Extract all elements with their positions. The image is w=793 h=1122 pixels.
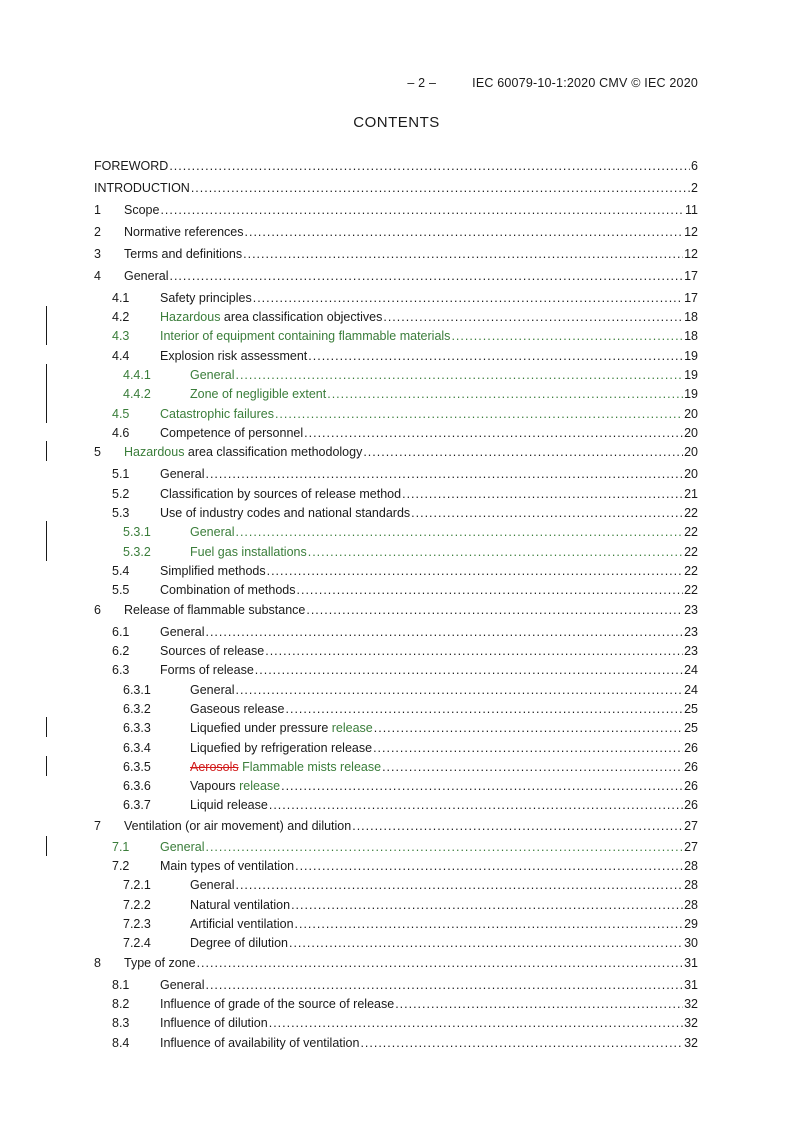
toc-entry-title: General xyxy=(190,683,235,697)
toc-entry-number: 7.2.4 xyxy=(123,936,151,950)
dot-leader xyxy=(395,996,683,1012)
toc-entry-title: General xyxy=(160,978,205,992)
dot-leader xyxy=(235,524,683,540)
toc-entry-page: 28 xyxy=(684,878,698,892)
toc-entry[interactable] xyxy=(94,662,698,678)
toc-entry-number: 4.4 xyxy=(112,349,130,363)
toc-entry-title: Use of industry codes and national standards xyxy=(160,506,411,520)
dot-leader xyxy=(245,224,684,240)
toc-entry-title xyxy=(190,759,381,775)
dot-leader xyxy=(327,386,683,402)
dot-leader xyxy=(402,486,683,502)
toc-entry-number: 6.3.2 xyxy=(123,702,151,716)
toc-entry-title: Explosion risk assessment xyxy=(160,349,308,363)
toc-entry-number: 6.2 xyxy=(112,644,130,658)
toc-entry[interactable] xyxy=(94,158,698,174)
toc-entry[interactable] xyxy=(94,246,698,262)
toc-entry-page: 23 xyxy=(684,625,698,639)
dot-leader xyxy=(275,406,683,422)
dot-leader xyxy=(205,977,683,993)
dot-leader xyxy=(160,202,684,218)
toc-entry[interactable] xyxy=(94,977,698,993)
dot-leader xyxy=(352,818,683,834)
dot-leader xyxy=(191,180,690,196)
toc-entry[interactable] xyxy=(94,877,698,893)
toc-entry-page: 20 xyxy=(684,407,698,421)
toc-entry-page: 20 xyxy=(684,445,698,459)
toc-entry[interactable] xyxy=(94,563,698,579)
dot-leader xyxy=(265,643,683,659)
toc-entry-page: 28 xyxy=(684,898,698,912)
toc-entry[interactable] xyxy=(94,444,698,460)
dot-leader xyxy=(308,348,683,364)
toc-entry[interactable] xyxy=(94,759,698,775)
toc-entry[interactable] xyxy=(94,524,698,540)
toc-entry-page: 25 xyxy=(684,721,698,735)
dot-leader xyxy=(269,1015,683,1031)
toc-entry-number: 7.1 xyxy=(112,840,130,854)
dot-leader xyxy=(295,858,683,874)
toc-entry-number: 4.4.1 xyxy=(123,368,151,382)
toc-entry-page: 29 xyxy=(684,917,698,931)
toc-entry[interactable] xyxy=(94,996,698,1012)
toc-entry-page: 31 xyxy=(684,978,698,992)
toc-entry-title: Simplified methods xyxy=(160,564,266,578)
toc-entry[interactable] xyxy=(94,367,698,383)
toc-entry-title: General xyxy=(190,878,235,892)
change-bar xyxy=(46,441,47,461)
toc-entry-page: 26 xyxy=(684,779,698,793)
toc-entry[interactable] xyxy=(94,897,698,913)
toc-entry-page: 22 xyxy=(684,583,698,597)
dot-leader xyxy=(297,582,684,598)
change-bar xyxy=(46,383,47,403)
dot-leader xyxy=(374,720,683,736)
toc-entry-title: Liquid release xyxy=(190,798,268,812)
toc-entry-title: Terms and definitions xyxy=(124,247,243,261)
change-bar xyxy=(46,836,47,856)
toc-entry-page: 17 xyxy=(684,269,698,283)
toc-entry[interactable] xyxy=(94,818,698,834)
dot-leader xyxy=(281,778,683,794)
toc-entry-title: Influence of grade of the source of release xyxy=(160,997,395,1011)
dot-leader xyxy=(382,759,683,775)
toc-entry-title: Zone of negligible extent xyxy=(190,387,327,401)
toc-entry-page: 26 xyxy=(684,760,698,774)
toc-entry[interactable] xyxy=(94,406,698,422)
dot-leader xyxy=(169,268,683,284)
change-bar xyxy=(46,364,47,384)
toc-entry-title: INTRODUCTION xyxy=(94,181,190,195)
toc-entry-page: 20 xyxy=(684,426,698,440)
toc-entry-number: 6.3.3 xyxy=(123,721,151,735)
toc-entry-number: 7 xyxy=(94,819,101,833)
dot-leader xyxy=(243,246,683,262)
toc-entry-number: 5.4 xyxy=(112,564,130,578)
toc-entry-page: 27 xyxy=(684,819,698,833)
toc-entry-title: Gaseous release xyxy=(190,702,285,716)
toc-entry-page: 22 xyxy=(684,545,698,559)
dot-leader xyxy=(197,955,684,971)
toc-entry-page: 21 xyxy=(684,487,698,501)
toc-entry[interactable] xyxy=(94,328,698,344)
toc-entry-page: 24 xyxy=(684,683,698,697)
toc-entry-page: 31 xyxy=(684,956,698,970)
toc-entry-number: 6.3.7 xyxy=(123,798,151,812)
toc-entry[interactable] xyxy=(94,180,698,196)
toc-entry-title: Influence of availability of ventilation xyxy=(160,1036,360,1050)
toc-entry[interactable] xyxy=(94,701,698,717)
toc-entry-title: Competence of personnel xyxy=(160,426,304,440)
change-bar xyxy=(46,717,47,737)
toc-entry-number: 6.3.1 xyxy=(123,683,151,697)
toc-entry-title: Liquefied under pressure release xyxy=(190,721,373,735)
toc-entry-number: 4.5 xyxy=(112,407,130,421)
toc-entry-title: Artificial ventilation xyxy=(190,917,294,931)
toc-entry-page: 11 xyxy=(685,203,698,217)
toc-entry-number: 6.3.4 xyxy=(123,741,151,755)
toc-entry-title: Scope xyxy=(124,203,160,217)
toc-entry-number: 8.4 xyxy=(112,1036,130,1050)
dot-leader xyxy=(306,602,683,618)
toc-entry-page: 27 xyxy=(684,840,698,854)
toc-entry-page: 23 xyxy=(684,644,698,658)
inserted-text: Flammable mists release xyxy=(242,760,382,774)
dot-leader xyxy=(235,682,683,698)
dot-leader xyxy=(411,505,683,521)
dot-leader xyxy=(269,797,683,813)
toc-entry-title: Safety principles xyxy=(160,291,252,305)
change-bar xyxy=(46,521,47,541)
dot-leader xyxy=(267,563,683,579)
dot-leader xyxy=(235,877,683,893)
toc-entry-page: 25 xyxy=(684,702,698,716)
toc-entry-number: 8.2 xyxy=(112,997,130,1011)
toc-entry-page: 24 xyxy=(684,663,698,677)
document-identifier: IEC 60079-10-1:2020 CMV © IEC 2020 xyxy=(472,76,698,90)
toc-entry-title: General xyxy=(190,368,235,382)
toc-entry-page: 19 xyxy=(684,387,698,401)
inserted-text: release xyxy=(331,721,373,735)
toc-entry[interactable] xyxy=(94,1015,698,1031)
toc-entry-title: Main types of ventilation xyxy=(160,859,295,873)
toc-entry[interactable] xyxy=(94,268,698,284)
toc-entry[interactable] xyxy=(94,290,698,306)
toc-entry-page: 22 xyxy=(684,564,698,578)
toc-entry[interactable] xyxy=(94,582,698,598)
toc-entry-title: Forms of release xyxy=(160,663,254,677)
toc-entry-page: 18 xyxy=(684,310,698,324)
toc-entry-title: Liquefied by refrigeration release xyxy=(190,741,373,755)
toc-entry-number: 3 xyxy=(94,247,101,261)
toc-entry-page: 32 xyxy=(684,1016,698,1030)
toc-entry-number: 2 xyxy=(94,225,101,239)
deleted-text: Aerosols xyxy=(190,760,239,774)
toc-entry-number: 5.5 xyxy=(112,583,130,597)
dot-leader xyxy=(289,935,683,951)
toc-entry[interactable] xyxy=(94,466,698,482)
toc-entry-number: 8.3 xyxy=(112,1016,130,1030)
toc-entry[interactable] xyxy=(94,643,698,659)
toc-entry[interactable] xyxy=(94,544,698,560)
toc-entry[interactable] xyxy=(94,935,698,951)
dot-leader xyxy=(291,897,683,913)
toc-entry[interactable] xyxy=(94,916,698,932)
toc-entry[interactable] xyxy=(94,386,698,402)
toc-entry-title: General xyxy=(160,467,205,481)
toc-entry-number: 4.1 xyxy=(112,291,130,305)
toc-entry[interactable] xyxy=(94,720,698,736)
toc-entry-title: General xyxy=(190,525,235,539)
toc-entry-title: Natural ventilation xyxy=(190,898,291,912)
inserted-text: Hazardous xyxy=(160,310,221,324)
toc-entry-title: Hazardous area classification objectives xyxy=(160,310,383,324)
toc-entry-title: General xyxy=(160,625,205,639)
toc-entry-number: 5.2 xyxy=(112,487,130,501)
toc-entry-number: 6.1 xyxy=(112,625,130,639)
toc-entry-page: 32 xyxy=(684,1036,698,1050)
toc-entry-number: 7.2.3 xyxy=(123,917,151,931)
toc-entry-title: Classification by sources of release method xyxy=(160,487,402,501)
toc-entry-page: 26 xyxy=(684,741,698,755)
dot-leader xyxy=(286,701,684,717)
dot-leader xyxy=(205,624,683,640)
toc-entry[interactable] xyxy=(94,486,698,502)
toc-entry-page: 12 xyxy=(684,225,698,239)
toc-entry-number: 1 xyxy=(94,203,101,217)
toc-entry-number: 5.3 xyxy=(112,506,130,520)
toc-entry-number: 4 xyxy=(94,269,101,283)
dot-leader xyxy=(363,444,683,460)
toc-entry-page: 19 xyxy=(684,368,698,382)
dot-leader xyxy=(295,916,684,932)
dot-leader xyxy=(304,425,683,441)
toc-entry-number: 4.6 xyxy=(112,426,130,440)
toc-entry-number: 7.2.2 xyxy=(123,898,151,912)
dot-leader xyxy=(308,544,683,560)
toc-entry-title: Interior of equipment containing flammable materials xyxy=(160,329,451,343)
toc-entry-title: General xyxy=(124,269,169,283)
toc-entry[interactable] xyxy=(94,955,698,971)
toc-entry-page: 19 xyxy=(684,349,698,363)
toc-entry[interactable] xyxy=(94,348,698,364)
inserted-text: Hazardous xyxy=(124,445,185,459)
toc-entry[interactable] xyxy=(94,425,698,441)
toc-entry-page: 17 xyxy=(684,291,698,305)
toc-entry-page: 22 xyxy=(684,506,698,520)
toc-entry-number: 5.3.2 xyxy=(123,545,151,559)
toc-entry[interactable] xyxy=(94,505,698,521)
toc-entry-number: 4.3 xyxy=(112,329,130,343)
toc-entry[interactable] xyxy=(94,224,698,240)
toc-entry-title: Combination of methods xyxy=(160,583,296,597)
toc-entry-title: Vapours release xyxy=(190,779,281,793)
toc-entry-page: 28 xyxy=(684,859,698,873)
toc-entry-page: 32 xyxy=(684,997,698,1011)
toc-entry-title: FOREWORD xyxy=(94,159,169,173)
toc-entry-number: 6.3.6 xyxy=(123,779,151,793)
toc-entry-title: Sources of release xyxy=(160,644,265,658)
dot-leader xyxy=(451,328,683,344)
toc-entry-page: 23 xyxy=(684,603,698,617)
dot-leader xyxy=(360,1035,683,1051)
toc-entry[interactable] xyxy=(94,682,698,698)
toc-entry-title: Catastrophic failures xyxy=(160,407,274,421)
toc-entry-number: 5.3.1 xyxy=(123,525,151,539)
dot-leader xyxy=(255,662,683,678)
toc-entry[interactable] xyxy=(94,858,698,874)
toc-entry-title: Degree of dilution xyxy=(190,936,288,950)
toc-entry-page: 18 xyxy=(684,329,698,343)
toc-entry-title: Hazardous area classification methodology xyxy=(124,445,363,459)
toc-entry-title: Release of flammable substance xyxy=(124,603,306,617)
toc-entry[interactable] xyxy=(94,1035,698,1051)
toc-entry[interactable] xyxy=(94,624,698,640)
toc-entry-title: Normative references xyxy=(124,225,244,239)
toc-entry-number: 5.1 xyxy=(112,467,130,481)
page-title: CONTENTS xyxy=(353,114,440,131)
toc-entry-title: Influence of dilution xyxy=(160,1016,268,1030)
toc-entry[interactable] xyxy=(94,740,698,756)
toc-entry[interactable] xyxy=(94,202,698,218)
toc-entry-number: 7.2.1 xyxy=(123,878,151,892)
dot-leader xyxy=(205,839,683,855)
toc-entry-title: Ventilation (or air movement) and dilution xyxy=(124,819,352,833)
page-number: – 2 – xyxy=(407,76,437,90)
toc-entry[interactable] xyxy=(94,602,698,618)
toc-entry-number: 6.3.5 xyxy=(123,760,151,774)
toc-entry-number: 4.2 xyxy=(112,310,130,324)
change-bar xyxy=(46,306,47,326)
toc-entry-page: 30 xyxy=(684,936,698,950)
toc-entry-number: 7.2 xyxy=(112,859,130,873)
toc-entry-number: 5 xyxy=(94,445,101,459)
toc-entry-title: Type of zone xyxy=(124,956,196,970)
toc-entry-page: 26 xyxy=(684,798,698,812)
toc-entry-number: 4.4.2 xyxy=(123,387,151,401)
change-bar xyxy=(46,403,47,423)
dot-leader xyxy=(383,309,683,325)
toc-entry[interactable] xyxy=(94,797,698,813)
toc-entry-page: 20 xyxy=(684,467,698,481)
change-bar xyxy=(46,541,47,561)
toc-entry-page: 6 xyxy=(691,159,698,173)
change-bar xyxy=(46,756,47,776)
dot-leader xyxy=(253,290,683,306)
page-header xyxy=(407,76,698,90)
toc-entry-page: 12 xyxy=(684,247,698,261)
toc-entry-page: 22 xyxy=(684,525,698,539)
dot-leader xyxy=(169,158,690,174)
change-bar xyxy=(46,325,47,345)
inserted-text: release xyxy=(239,779,281,793)
toc-entry[interactable] xyxy=(94,839,698,855)
dot-leader xyxy=(235,367,683,383)
toc-entry-number: 6.3 xyxy=(112,663,130,677)
dot-leader xyxy=(205,466,683,482)
toc-entry[interactable] xyxy=(94,309,698,325)
dot-leader xyxy=(373,740,683,756)
toc-entry-number: 8 xyxy=(94,956,101,970)
toc-entry-page: 2 xyxy=(691,181,698,195)
toc-entry-number: 6 xyxy=(94,603,101,617)
toc-entry-title: General xyxy=(160,840,205,854)
toc-entry-number: 8.1 xyxy=(112,978,130,992)
toc-entry-title: Fuel gas installations xyxy=(190,545,307,559)
toc-entry[interactable] xyxy=(94,778,698,794)
